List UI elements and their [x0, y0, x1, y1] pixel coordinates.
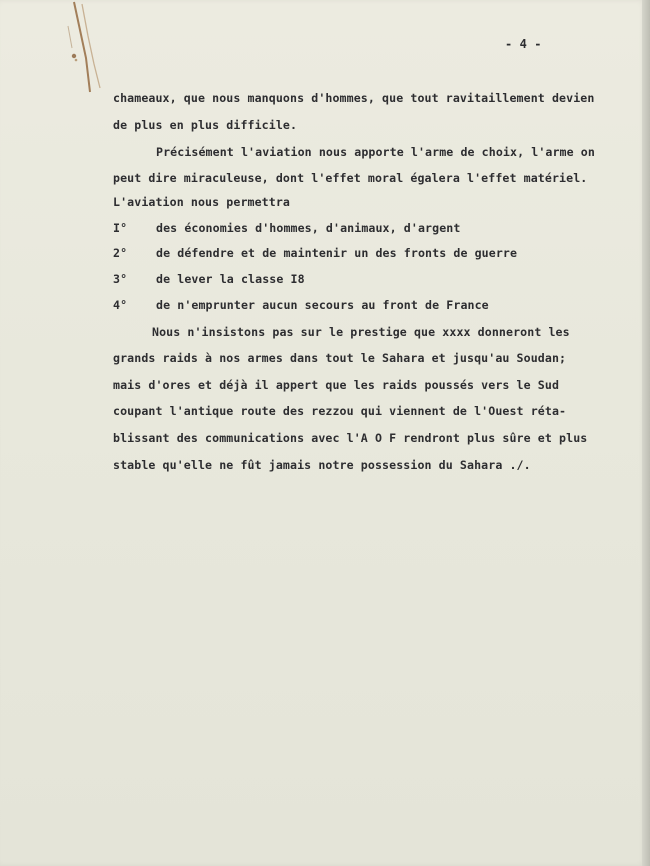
text-line: grands raids à nos armes dans tout le Sahara et jusqu'au Soudan;: [113, 351, 567, 365]
text-line: stable qu'elle ne fût jamais notre possession du Sahara ./.: [113, 458, 531, 472]
list-item-number: 3°: [113, 272, 128, 286]
list-item-number: 2°: [113, 246, 128, 260]
text-line: peut dire miraculeuse, dont l'effet moral égalera l'effet matériel.: [113, 171, 588, 185]
list-item-text: de défendre et de maintenir un des fronts de guerre: [156, 246, 518, 260]
list-item-text: de lever la classe I8: [156, 272, 305, 286]
list-item-number: I°: [113, 221, 128, 235]
text-line: L'aviation nous permettra: [113, 195, 291, 209]
text-line: mais d'ores et déjà il appert que les raids poussés vers le Sud: [113, 378, 560, 392]
list-item-number: 4°: [113, 298, 128, 312]
text-line: de plus en plus difficile.: [113, 118, 298, 132]
text-line: Précisément l'aviation nous apporte l'arme de choix, l'arme on: [156, 145, 595, 159]
text-line: Nous n'insistons pas sur le prestige que xxxx donneront les: [152, 325, 570, 339]
list-item-text: de n'emprunter aucun secours au front de France: [156, 298, 489, 312]
page-number: - 4 -: [505, 37, 542, 51]
text-line: coupant l'antique route des rezzou qui viennent de l'Ouest réta-: [113, 404, 567, 418]
list-item-text: des économies d'hommes, d'animaux, d'argent: [156, 221, 461, 235]
text-line: blissant des communications avec l'A O F rendront plus sûre et plus: [113, 431, 588, 445]
paper-edge-shadow: [642, 0, 650, 866]
text-line: chameaux, que nous manquons d'hommes, que tout ravitaillement devien: [113, 91, 595, 105]
staple-mark: [60, 0, 104, 100]
